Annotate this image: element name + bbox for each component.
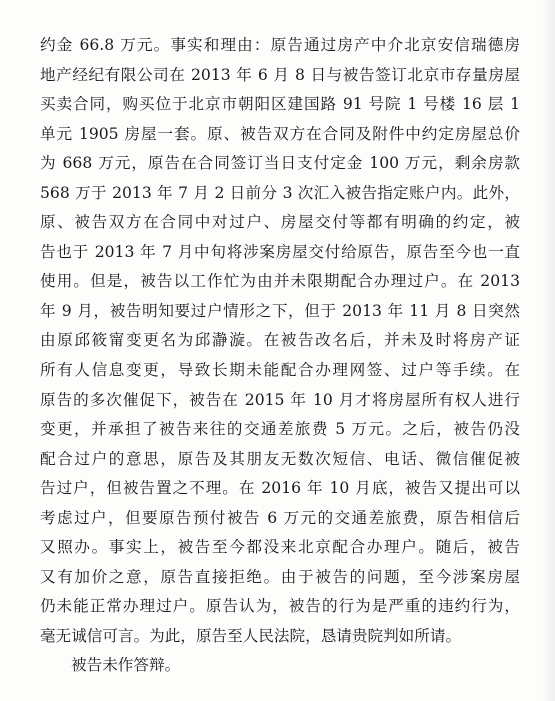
text-line: 告过户，但被告置之不理。在 2016 年 10 月底，被告又提出可以	[40, 479, 520, 498]
scan-edge-shadow	[541, 0, 555, 701]
text-line: 原告的多次催促下，被告在 2015 年 10 月才将房屋所有权人进行	[40, 390, 520, 409]
text-line: 考虑过户，但要原告预付被告 6 万元的交通差旅费，原告相信后	[40, 508, 520, 527]
text-line: 配合过户的意思，原告及其朋友无数次短信、电话、微信催促被	[40, 449, 520, 468]
text-line: 告也于 2013 年 7 月中旬将涉案房屋交付给原告，原告至今也一直	[40, 242, 520, 261]
text-line: 仍未能正常办理过户。原告认为，被告的行为是严重的违约行为，	[40, 597, 520, 616]
text-line: 又有加价之意，原告直接拒绝。由于被告的问题，至今涉案房屋	[40, 567, 520, 586]
text-line: 变更，并承担了被告来往的交通差旅费 5 万元。之后，被告仍没	[40, 420, 520, 439]
text-line: 年 9 月，被告明知要过户情形之下，但于 2013 年 11 月 8 日突然	[40, 301, 520, 320]
text-line: 单元 1905 房屋一套。原、被告双方在合同及附件中约定房屋总价	[40, 124, 520, 143]
defendant-no-defense-line: 被告未作答辩。	[71, 656, 181, 675]
text-line: 所有人信息变更，导致长期未能配合办理网签、过户等手续。在	[40, 361, 520, 380]
text-line: 568 万于 2013 年 7 月 2 日前分 3 次汇入被告指定账户内。此外，	[40, 183, 520, 202]
text-line: 买卖合同，购买位于北京市朝阳区建国路 91 号院 1 号楼 16 层 1	[40, 95, 520, 114]
text-line: 原、被告双方在合同中对过户、房屋交付等都有明确的约定，被	[40, 213, 520, 232]
paragraph-end-line: 毫无诚信可言。为此，原告至人民法院，恳请贵院判如所请。	[40, 626, 462, 645]
text-line: 为 668 万元，原告在合同签订当日支付定金 100 万元，剩余房款	[40, 154, 520, 173]
text-line: 使用。但是，被告以工作忙为由并未限期配合办理过户。在 2013	[40, 272, 520, 291]
text-line: 由原邱筱甯变更名为邱瀞漩。在被告改名后，并未及时将房产证	[40, 331, 520, 350]
document-body	[40, 31, 520, 681]
text-line: 约金 66.8 万元。事实和理由：原告通过房产中介北京安信瑞德房	[40, 36, 520, 54]
text-line: 又照办。事实上，被告至今都没来北京配合办理户。随后，被告	[40, 538, 520, 557]
text-line: 地产经纪有限公司在 2013 年 6 月 8 日与被告签订北京市存量房屋	[40, 65, 520, 84]
